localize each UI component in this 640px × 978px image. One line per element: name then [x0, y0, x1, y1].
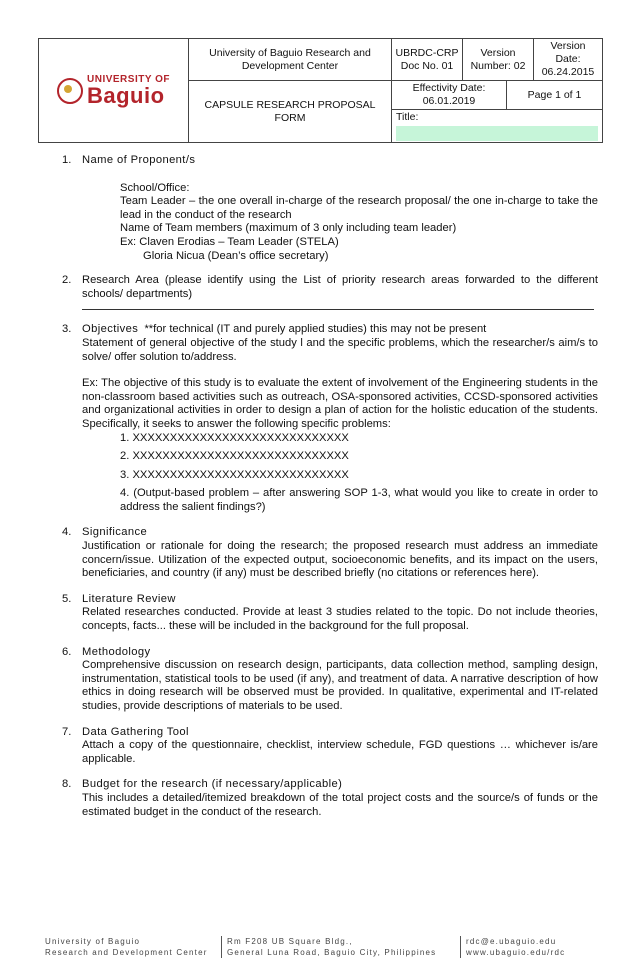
problem-item-3: 3. XXXXXXXXXXXXXXXXXXXXXXXXXXXXX [120, 468, 349, 481]
section-significance [62, 526, 598, 580]
section-title: Name of Proponent/s [82, 154, 196, 166]
document-header-table [38, 38, 603, 143]
doc-number: Doc No. 01 [400, 59, 454, 72]
version-number-cell [463, 39, 534, 81]
org-name: University of Baguio Research and Development Center [189, 39, 392, 81]
university-logo [42, 75, 185, 107]
logo-bottom-text: Baguio [87, 82, 165, 108]
section-title: Significance [82, 526, 148, 539]
problem-item-4: 4. (Output-based problem – after answering SOP 1-3, what would you like to create in order to address the salient findings?) [120, 487, 598, 513]
footer-address-line-2: General Luna Road, Baguio City, Philippines [227, 948, 437, 957]
objectives-note: **for technical (IT and purely applied studies) this may not be present [144, 323, 487, 336]
version-number: Number: 02 [470, 59, 526, 72]
footer-contact [460, 936, 565, 958]
section-title: Objectives [82, 323, 139, 336]
school-office-line: School/Office: [120, 181, 190, 194]
logo-cell [39, 39, 189, 143]
title-field[interactable] [396, 126, 598, 141]
effectivity-date: 06.01.2019 [422, 95, 476, 107]
section-methodology [62, 646, 598, 714]
section-text: Justification or rationale for doing the research; the proposed research must address an immediate concern/issue. Utilization of the expected output, socioeconomic benefits, and its impact on the users, beneficiaries, and country (if any) must be described briefly (no citations or references here). [82, 540, 598, 580]
team-leader-line: Team Leader – the one overall in-charge of the research proposal/ the one in-charge to take the lead in the conduct of the research [120, 195, 598, 221]
section-budget [62, 778, 598, 819]
version-date-cell [534, 39, 603, 81]
section-number: 2. [62, 274, 72, 287]
team-members-line: Name of Team members (maximum of 3 only including team leader) [120, 222, 457, 235]
section-title: Literature Review [82, 592, 176, 605]
effectivity-label: Effectivity Date: [412, 82, 486, 94]
section-number: 6. [62, 645, 72, 658]
example-line-1: Ex: Claven Erodias – Team Leader (STELA) [120, 235, 339, 248]
page-number: Page 1 of 1 [507, 81, 603, 110]
section-number: 1. [62, 154, 72, 166]
section-number: 7. [62, 725, 72, 738]
section-text: This includes a detailed/itemized breakdown of the total project costs and the source/s of funds or the estimated budget in the conduct of the research. [82, 791, 598, 818]
seal-icon [57, 78, 83, 104]
section-text: Comprehensive discussion on research design, participants, data collection method, sampling design, instrumentation, statistical tools to be used (if any), and treatment of data. A narrative description of how ethics in doing research will be observed must be provided. In qualitative, experimental and IT-related studies, provide descriptions of materials to be used. [82, 659, 598, 712]
section-title: Budget for the research (if necessary/applicable) [82, 778, 343, 791]
footer-email: rdc@e.ubaguio.edu [466, 937, 557, 946]
footer-address-line-1: Rm F208 UB Square Bldg., [227, 937, 353, 946]
version-date-label: Version Date: [550, 40, 586, 65]
objectives-example: Ex: The objective of this study is to evaluate the extent of involvement of the Engineering students in the non-classroom based activities such as outreach, OSA-sponsored activities, CCSD-sponsored activities and organizational activities in order to design a plan of action for the holistic education of the students. Specifically, it seeks to answer the following specific problems: [82, 377, 598, 430]
doc-code: UBRDC-CRP [395, 46, 459, 59]
form-title: CAPSULE RESEARCH PROPOSAL FORM [189, 81, 392, 143]
effectivity-cell [392, 81, 507, 110]
version-label: Version [480, 46, 516, 59]
footer-org-line-1: University of Baguio [45, 937, 141, 946]
footer-org [40, 936, 208, 958]
example-line-2: Gloria Nicua (Dean’s office secretary) [143, 249, 329, 262]
section-title: Methodology [82, 645, 151, 658]
section-objectives [62, 323, 598, 514]
section-number: 4. [62, 526, 72, 539]
section-text: Related researches conducted. Provide at least 3 studies related to the topic. Do not include theories, concepts, facts... these will be included in the background for the full proposal. [82, 606, 598, 633]
footer-org-line-2: Research and Development Center [45, 948, 208, 957]
doc-code-cell [392, 39, 463, 81]
footer-address [221, 936, 436, 958]
logo-top-text: UNIVERSITY OF [87, 73, 170, 85]
research-area-text: Research Area (please identify using the List of priority research areas forwarded to the different schools/ departments) [82, 274, 598, 300]
section-research-area [62, 274, 598, 310]
footer-website: www.ubaguio.edu/rdc [466, 948, 566, 957]
section-title: Data Gathering Tool [82, 725, 189, 738]
section-data-gathering [62, 726, 598, 767]
problem-item-1: 1. XXXXXXXXXXXXXXXXXXXXXXXXXXXXX [120, 431, 349, 444]
objectives-statement: Statement of general objective of the study l and the specific problems, which the researcher/s aim/s to solve/ offer solution to/address. [82, 336, 598, 363]
section-proponents [62, 154, 598, 263]
answer-line [82, 309, 594, 310]
document-body [62, 154, 598, 819]
section-number: 8. [62, 778, 72, 791]
problem-item-2: 2. XXXXXXXXXXXXXXXXXXXXXXXXXXXXX [120, 450, 349, 463]
section-text: Attach a copy of the questionnaire, checklist, interview schedule, FGD questions … whichever is/are applicable. [82, 739, 598, 765]
effectivity-title-cell [392, 81, 603, 143]
title-label: Title: [396, 111, 419, 123]
title-field-cell [392, 110, 602, 143]
section-number: 3. [62, 323, 72, 336]
section-number: 5. [62, 592, 72, 605]
version-date: 06.24.2015 [541, 66, 595, 78]
section-literature-review [62, 593, 598, 634]
